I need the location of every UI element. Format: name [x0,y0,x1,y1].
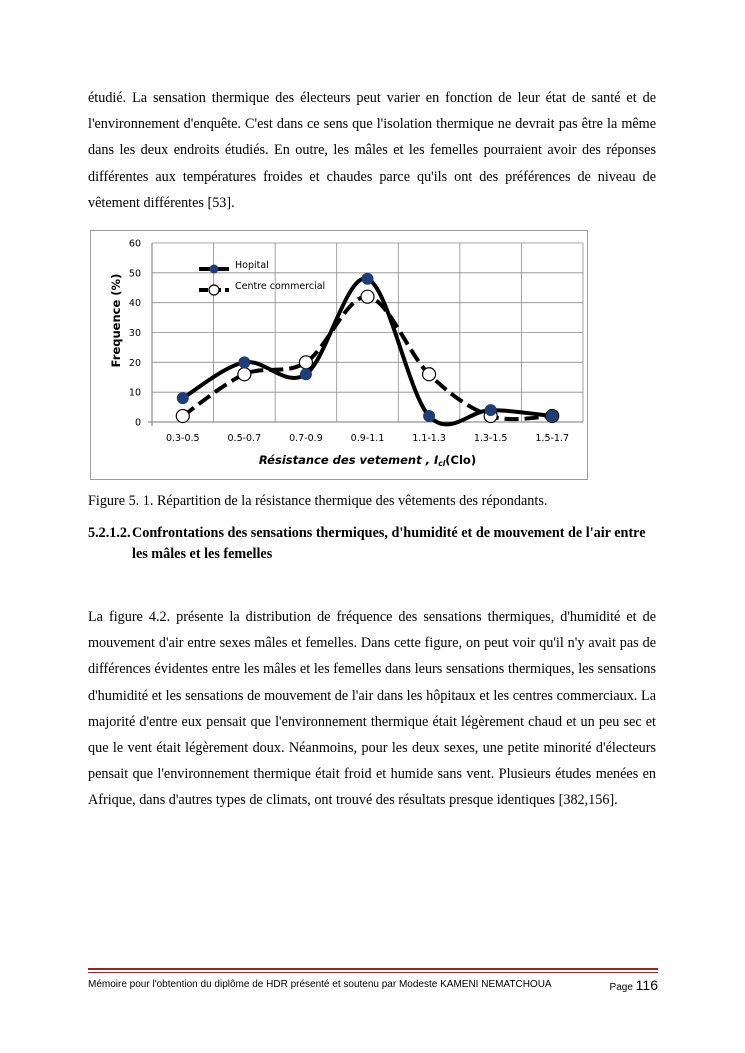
footer-rule-thin [88,972,658,973]
y-tick-label: 0 [134,417,141,429]
y-axis-title: Frequence (%) [109,273,123,368]
x-tick-label: 0.7-0.9 [289,433,323,444]
footer-page [610,977,658,993]
legend-label-centre-commercial: Centre commercial [235,281,326,292]
body-paragraph-1: étudié. La sensation thermique des électeurs peut varier en fonction de leur état de santé et de l'environnement d'enquête. C'est dans ce sens que l'isolation thermique ne devrait pas être la même dans les deux endroits étudiés. En outre, les mâles et les femelles pourraient avoir des réponses différentes aux températures froides et chaudes parce qu'ils ont des préférences de niveau de vêtement différentes [53]. [88,90,656,211]
series-line-centre-commercial [183,297,552,419]
section-title: Confrontations des sensations thermiques, d'humidité et de mouvement de l'air entre les mâles et les femelles [132,525,646,562]
page-footer [88,977,658,995]
x-tick-label: 0.9-1.1 [350,433,385,444]
data-point-hopital [485,405,496,416]
x-tick-label: 1.1-1.3 [412,433,446,444]
data-point-hopital [177,393,188,404]
data-point-hopital [300,369,311,380]
y-tick-label: 50 [128,268,141,280]
legend-marker-centre-commercial [209,285,219,295]
x-tick-label: 1.5-1.7 [535,433,570,444]
section-heading [88,523,658,565]
footer-page-label: Page [609,982,633,993]
data-point-hopital [362,273,373,284]
y-tick-label: 40 [128,298,141,310]
data-point-centre-commercial [423,368,436,381]
footer-page-number: 116 [635,977,658,993]
data-point-hopital [547,411,558,422]
data-point-centre-commercial [238,368,251,381]
legend-label-hopital: Hopital [235,260,269,271]
y-tick-label: 10 [128,387,141,399]
data-point-centre-commercial [299,356,312,369]
body-paragraph-2: La figure 4.2. présente la distribution de fréquence des sensations thermiques, d'humidité et de mouvement d'air entre sexes mâles et femelles. Dans cette figure, on peut voir qu'il n'y avait pas de différences évidentes entre les mâles et les femelles dans leurs sensations thermiques, les sensations d'humidité et les sensations de mouvement de l'air dans les hôpitaux et les centres commerciaux. La majorité d'entre eux pensait que l'environnement thermique était légèrement chaud et un peu sec et que le vent était légèrement doux. Néanmoins, pour les deux sexes, une petite minorité d'électeurs pensait que l'environnement thermique était froid et humide sans vent. Plusieurs études menées en Afrique, dans d'autres types de climats, ont trouvé des résultats presque identiques [382,156]. [88,609,656,809]
data-point-hopital [424,411,435,422]
figure-caption: Figure 5. 1. Répartition de la résistance thermique des vêtements des répondants. [88,493,548,509]
footer-text: Mémoire pour l'obtention du diplôme de HDR présenté et soutenu par Modeste KAMENI NEMATCHOUA [88,979,552,990]
data-point-centre-commercial [176,410,189,423]
data-point-centre-commercial [361,290,374,303]
y-tick-label: 60 [128,238,141,250]
x-tick-label: 0.5-0.7 [227,433,262,444]
footer-rule-thick [88,968,658,970]
x-tick-label: 0.3-0.5 [165,433,200,444]
data-point-hopital [239,357,250,368]
section-number: 5.2.1.2. [88,525,131,541]
chart-svg [91,231,587,479]
y-tick-label: 20 [128,357,141,369]
frequency-chart [90,230,588,480]
legend-marker-hopital [210,265,219,274]
x-tick-label: 1.3-1.5 [473,433,508,444]
y-tick-label: 30 [128,328,141,339]
x-axis-title: Résistance des vetement , Icl(Clo) [258,453,477,468]
